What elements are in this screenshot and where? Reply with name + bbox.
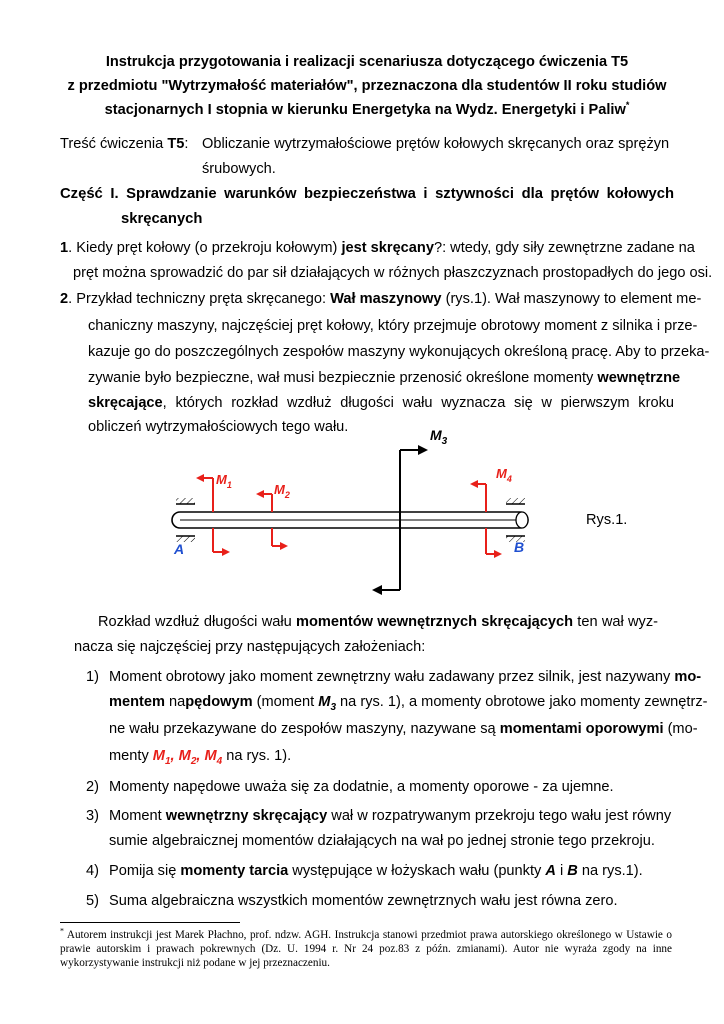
label-m2: $M_2$	[274, 482, 290, 500]
point2-line-1: 2. Przykład techniczny pręta skręcanego: Wał maszynowy (rys.1). Wał maszynowy to element me-	[60, 291, 702, 307]
point2-line-3: kazuje go do poszczególnych zespołów maszyny wykonujących określoną pracę. Aby to przeka-	[88, 344, 710, 360]
assumption-4-number: 4)	[86, 863, 99, 879]
assumption-4-text: Pomija się momenty tarcia występujące w łożyskach wału (punkty A i B na rys.1).	[109, 863, 643, 879]
assumption-1-line-1: Moment obrotowy jako moment zewnętrzny wału zadawany przez silnik, jest nazywany mo-	[109, 669, 702, 685]
assumption-1-line-2: mentem napędowym (moment $M_3$ na rys. 1), a momenty obrotowe jako momenty zewnętrz-	[109, 694, 708, 713]
subject-line: Treść ćwiczenia T5:	[60, 136, 189, 152]
point2-line-5: skręcające, których rozkład wzdłuż długości wału wyznacza się w pierwszym kroku	[88, 395, 674, 411]
shaft-figure	[150, 420, 540, 600]
assumption-5-text: Suma algebraiczna wszystkich momentów zewnętrznych wału jest równa zero.	[109, 893, 618, 909]
point2-line-6: obliczeń wytrzymałościowych tego wału.	[88, 419, 349, 435]
assumption-3-line-2: sumie algebraicznej momentów działających na wał po jednej stronie tego przekroju.	[109, 833, 655, 849]
assumption-1-number: 1)	[86, 669, 99, 685]
assumption-1-line-3: ne wału przekazywane do zespołów maszyny, nazywane są momentami oporowymi (mo-	[109, 721, 698, 737]
document-title	[60, 50, 674, 122]
title-line-3: stacjonarnych I stopnia w kierunku Energetyka na Wydz. Energetyki i Paliw*	[104, 100, 630, 118]
assumption-5-number: 5)	[86, 893, 99, 909]
shaft	[172, 512, 528, 528]
point2-line-4: zywanie było bezpieczne, wał musi bezpiecznie przenosić określone momenty wewnętrzne	[88, 370, 681, 386]
title-footnote-mark: *	[625, 100, 630, 111]
distribution-line-1: Rozkład wzdłuż długości wału momentów wewnętrznych skręcających ten wał wyz-	[98, 614, 658, 630]
part1-heading-line-2: skręcanych	[121, 211, 203, 227]
assumption-1-line-4: menty $M_1$, $M_2$, $M_4$ na rys. 1).	[109, 748, 292, 767]
point1-line-2: pręt można sprowadzić do par sił działających w różnych płaszczyznach prostopadłych do jego osi.	[73, 265, 713, 281]
label-support-b: B	[514, 539, 525, 555]
footnote-mark: *	[60, 926, 64, 936]
assumption-2-number: 2)	[86, 779, 99, 795]
label-m3: $M_3$	[430, 427, 448, 447]
part1-heading-line-1: Część I. Sprawdzanie warunków bezpieczeństwa i sztywności dla prętów kołowych	[60, 186, 674, 202]
assumption-3-number: 3)	[86, 808, 99, 824]
label-m4: $M_4$	[496, 466, 512, 484]
subject-text-1: Obliczanie wytrzymałościowe prętów kołowych skręcanych oraz sprężyn	[202, 136, 670, 152]
point1-line-1: 1. Kiedy pręt kołowy (o przekroju kołowym) jest skręcany?: wtedy, gdy siły zewnętrzne zadane na	[60, 240, 695, 256]
distribution-line-2: nacza się najczęściej przy następujących założeniach:	[74, 639, 426, 655]
footnote	[60, 928, 672, 970]
figure-caption: Rys.1.	[586, 512, 628, 528]
point2-line-2: chaniczny maszyny, najczęściej pręt kołowy, który przejmuje obrotowy moment z silnika i prze-	[88, 318, 698, 334]
subject-text-2: śrubowych.	[202, 161, 276, 177]
label-m1: $M_1$	[216, 472, 232, 490]
title-line-2: z przedmiotu "Wytrzymałość materiałów", przeznaczona dla studentów II roku studiów	[67, 78, 667, 94]
assumption-2-text: Momenty napędowe uważa się za dodatnie, a momenty oporowe - za ujemne.	[109, 779, 614, 795]
footnote-text: Autorem instrukcji jest Marek Płachno, prof. ndzw. AGH. Instrukcja stanowi przedmiot prawa autorskiego określonego w Ustawie o prawie autorskim i prawach pokrewnych (Dz. U. 1994 r. Nr 24 poz.83 z późn. zmianami). Autor nie wyraża zgody na inne wykorzystywanie instrukcji niż podane w jej przeznaczeniu.	[60, 929, 672, 969]
title-line-1: Instrukcja przygotowania i realizacji scenariusza dotyczącego ćwiczenia T5	[105, 54, 629, 70]
assumption-3-line-1: Moment wewnętrzny skręcający wał w rozpatrywanym przekroju tego wału jest równy	[109, 808, 672, 824]
label-support-a: A	[174, 541, 185, 557]
footnote-separator	[60, 922, 240, 923]
